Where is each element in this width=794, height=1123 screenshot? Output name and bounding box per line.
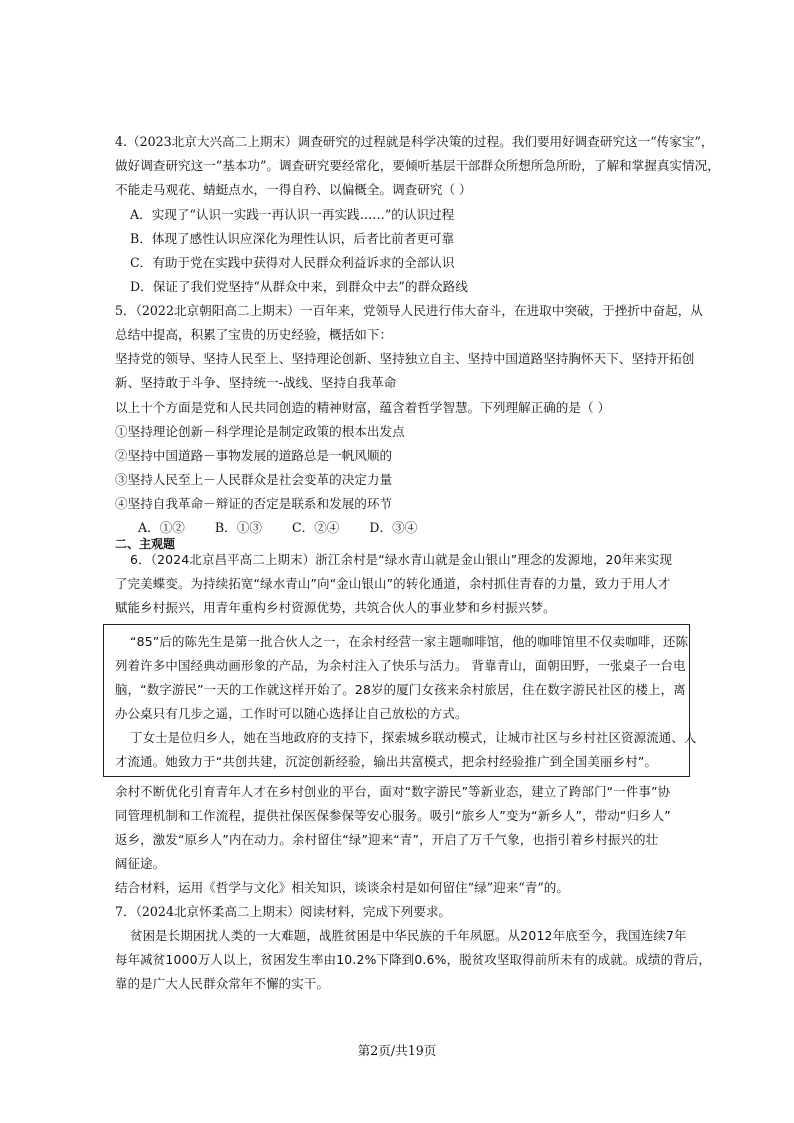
q7-line-3: 每年减贫1000万人以上，贫困发生率由10.2%下降到0.6%，脱贫攻坚取得前所未有的成就。成绩的背后，: [115, 952, 712, 967]
q5-item-4: ④坚持自我革命－辩证的否定是联系和发展的环节: [115, 496, 393, 511]
q5-option-d: D．③④: [369, 520, 418, 535]
q5-option-c: C．②④: [291, 520, 340, 535]
q5-line-5: 以上十个方面是党和人民共同创造的精神财富，蕴含着哲学智慧。下列理解正确的是（ ）: [115, 400, 611, 415]
q6-question: 结合材料，运用《哲学与文化》相关知识，谈谈余村是如何留住“绿”迎来“青”的。: [115, 880, 569, 895]
q5-option-a: A．①②: [138, 520, 185, 535]
q5-item-3: ③坚持人民至上－人民群众是社会变革的决定力量: [115, 472, 393, 487]
q5-option-b: B．①③: [214, 520, 262, 535]
q5-line-1: 5．（2022北京朝阳高二上期末）一百年来，党领导人民进行伟大奋斗，在进取中突破，于挫折中奋起，从: [115, 303, 703, 318]
q6-box-line-5: 丁女士是位归乡人，她在当地政府的支持下，探索城乡联动模式，让城市社区与乡村社区资源流通、人: [130, 730, 697, 745]
q4-line-3: 不能走马观花、蜻蜓点水，一得自矜、以偏概全。调查研究（ ）: [115, 182, 472, 197]
q7-line-4: 靠的是广大人民群众常年不懈的实干。: [115, 976, 330, 991]
q6-after-line-3: 返乡，激发“原乡人”内在动力。余村留住“绿”迎来“青”，开启了万千气象，也指引着乡村振兴的壮: [115, 832, 659, 847]
q6-box-line-4: 办公桌只有几步之遥，工作时可以随心选择让自己放松的方式。: [115, 706, 468, 721]
q4-line-1: 4.（2023北京大兴高二上期末）调查研究的过程就是科学决策的过程。我们要用好调查研究这一“传家宝”，: [115, 134, 714, 149]
page-number: 第2页/共19页: [357, 1043, 437, 1058]
q4-option-c: C．有助于党在实践中获得对人民群众利益诉求的全部认识: [130, 255, 455, 270]
section-heading: 二、主观题: [115, 537, 176, 551]
q6-line-2: 了完美蝶变。为持续拓宽“绿水青山”向“金山银山”的转化通道，余村抓住青春的力量，致力于用人才: [115, 576, 671, 591]
q6-line-1: 6．（2024北京昌平高二上期末）浙江余村是“绿水青山就是金山银山”理念的发源地，20年来实现: [130, 552, 673, 567]
q5-item-2: ②坚持中国道路－事物发展的道路总是一帆风顺的: [115, 448, 393, 463]
q7-line-2: 贫困是长期困扰人类的一大难题，战胜贫困是中华民族的千年夙愿。从2012年底至今，我国连续7年: [130, 928, 687, 943]
q5-line-2: 总结中提高，积累了宝贵的历史经验，概括如下：: [115, 327, 393, 342]
q6-line-3: 赋能乡村振兴，用青年重构乡村资源优势，共筑合伙人的事业梦和乡村振兴梦。: [115, 600, 556, 615]
q6-box-line-6: 才流通。她致力于“共创共建，沉淀创新经验，输出共富模式，把余村经验推广到全国美丽乡村”。: [115, 754, 658, 769]
q4-option-d: D．保证了我们党坚持“从群众中来，到群众中去”的群众路线: [130, 279, 468, 294]
q4-option-a: A．实现了“认识一实践一再认识一再实践……”的认识过程: [130, 207, 455, 222]
q5-line-3: 坚持党的领导、坚持人民至上、坚持理论创新、坚持独立自主、坚持中国道路坚持胸怀天下、坚持开拓创: [115, 351, 695, 366]
q6-box-line-3: 脑，“数字游民”一天的工作就这样开始了。28岁的厦门女孩来余村旅居，住在数字游民社区的楼上，离: [115, 682, 686, 697]
q5-line-4: 新、坚持敢于斗争、坚持统一-战线、坚持自我革命: [115, 375, 397, 390]
q5-options: [138, 520, 443, 536]
q5-item-1: ①坚持理论创新－科学理论是制定政策的根本出发点: [115, 424, 405, 439]
q7-line-1: 7．（2024北京怀柔高二上期末）阅读材料，完成下列要求。: [115, 904, 452, 919]
q4-option-b: B．体现了感性认识应深化为理性认识，后者比前者更可靠: [130, 231, 455, 246]
q6-box-line-2: 列着许多中国经典动画形象的产品，为余村注入了快乐与活力。 背靠青山，面朝田野，一张桌子一台电: [115, 658, 686, 673]
q6-after-line-2: 同管理机制和工作流程，提供社保医保参保等安心服务。吸引“旅乡人”变为“新乡人”，带动“归乡人”: [115, 808, 671, 823]
q6-after-line-4: 阔征途。: [115, 856, 166, 871]
q4-line-2: 做好调查研究这一“基本功”。调查研究要经常化，要倾听基层干部群众所想所急所盼，了解和掌握真实情况，: [115, 158, 720, 173]
q6-box-line-1: “85”后的陈先生是第一批合伙人之一，在余村经营一家主题咖啡馆，他的咖啡馆里不仅卖咖啡，还陈: [130, 634, 689, 649]
q6-after-line-1: 余村不断优化引育青年人才在乡村创业的平台，面对“数字游民”等新业态，建立了跨部门“一件事”协: [115, 784, 671, 799]
